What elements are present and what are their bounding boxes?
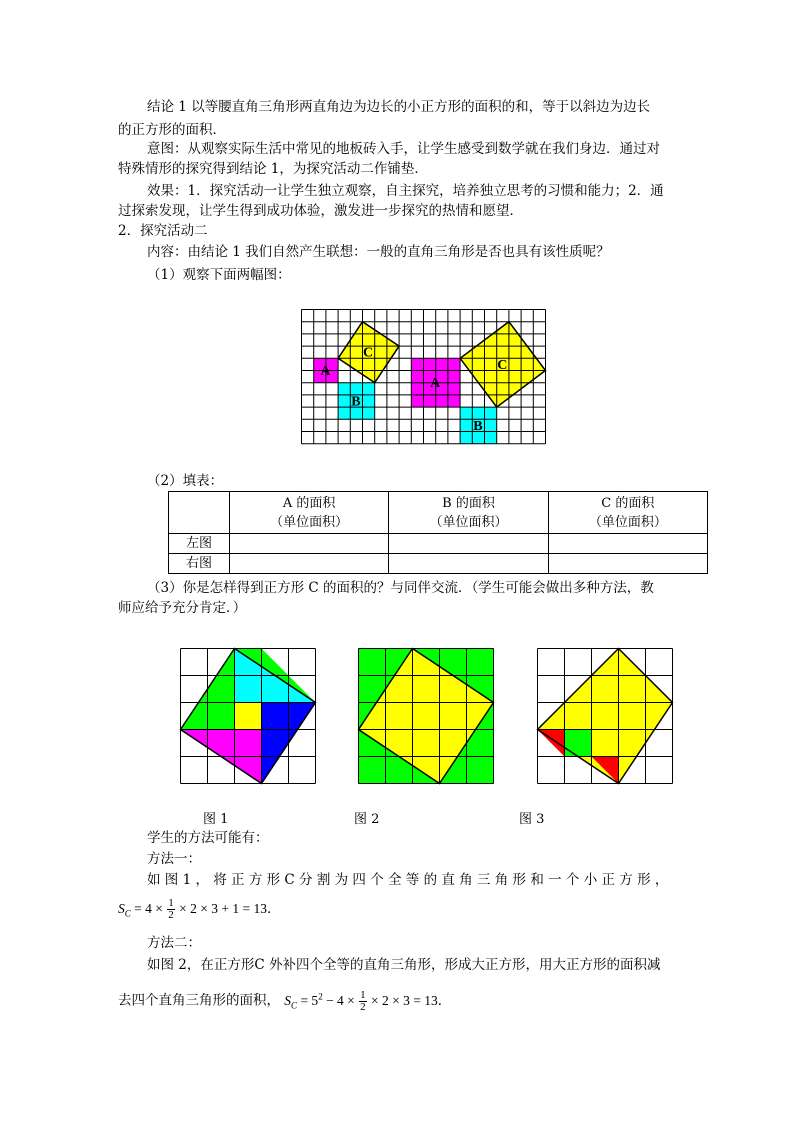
label-c-left: C <box>363 345 374 361</box>
table-header-a: A 的面积 （单位面积） <box>230 492 389 534</box>
intent-line-1: 意图：从观察实际生活中常见的地板砖入手，让学生感受到数学就在我们身边．通过对 <box>147 141 660 157</box>
table-row-label-left: 左图 <box>169 534 230 554</box>
table-cell[interactable] <box>389 534 548 554</box>
table-cell[interactable] <box>389 554 548 574</box>
intent-line-2: 特殊情形的探究得到结论 1，为探究活动二作铺垫． <box>118 161 428 177</box>
label-b-left: B <box>351 394 361 410</box>
method-2-text-line-1: 如图 2，在正方形C 外补四个全等的直角三角形，形成大正方形，用大正方形的面积减 <box>147 957 661 973</box>
figure-2-caption: 图 2 <box>354 812 380 827</box>
figure-2 <box>358 648 495 785</box>
table-header-b: B 的面积 （单位面积） <box>389 492 548 534</box>
formula-2: $S_C = 5^2 - 4$ × $\frac{1}{2}$ × 2 × 3 = 13． <box>284 988 452 1013</box>
label-b-right: B <box>473 418 483 434</box>
fig3-red-triangle-1 <box>538 730 565 757</box>
conclusion-1-line-2: 的正方形的面积． <box>118 122 226 138</box>
content-line: 内容：由结论 1 我们自然产生联想：一般的直角三角形是否也具有该性质呢？ <box>147 244 610 260</box>
fig1-yellow-square <box>235 703 262 730</box>
label-c-right: C <box>497 357 508 373</box>
method-1-title: 方法一： <box>147 851 201 867</box>
effect-line-2: 过探索发现，让学生得到成功体验，激发进一步探究的热情和愿望． <box>118 203 523 219</box>
table-cell[interactable] <box>230 554 389 574</box>
method-2-title: 方法二： <box>147 935 201 951</box>
label-a-right: A <box>430 376 441 392</box>
grid-lines <box>302 310 546 444</box>
table-cell[interactable] <box>548 554 707 574</box>
figure-1-caption: 图 1 <box>203 812 229 827</box>
table-cell[interactable] <box>548 534 707 554</box>
fill-table <box>168 491 708 574</box>
method-2-text-line-2: 去四个直角三角形的面积， $S_C = 5^2 - 4$ × $\frac{1}{2}$ × 2 × 3 = 13． <box>118 988 452 1013</box>
table-corner-cell <box>169 492 230 534</box>
table-cell[interactable] <box>230 534 389 554</box>
methods-intro: 学生的方法可能有： <box>147 830 269 846</box>
figure-3-caption: 图 3 <box>519 812 545 827</box>
figure-3 <box>537 648 674 785</box>
section-2-heading: 2．探究活动二 <box>118 223 208 239</box>
figure-1 <box>180 648 317 785</box>
label-a-left: A <box>320 364 331 379</box>
step-2-line: （2）填表： <box>147 473 224 489</box>
grid-figure <box>301 309 547 453</box>
formula-1: $S_C = 4$ × $\frac{1}{2}$ × 2 × 3 + 1 = 13． <box>118 897 281 922</box>
table-header-c: C 的面积 （单位面积） <box>548 492 707 534</box>
fig3-green-square <box>565 730 592 757</box>
conclusion-1-line-1: 结论 1 以等腰直角三角形两直角边为边长的小正方形的面积的和，等于以斜边为边长 <box>147 99 651 115</box>
step-3-line-1: （3）你是怎样得到正方形 C 的面积的？与同伴交流．（学生可能会做出多种方法，教 <box>147 580 654 596</box>
effect-line-1: 效果：1．探究活动一让学生独立观察，自主探究，培养独立思考的习惯和能力；2．通 <box>147 183 664 199</box>
step-1-line: （1）观察下面两幅图： <box>147 267 291 283</box>
method-1-text: 如 图 1 ， 将 正 方 形 C 分 割 为 四 个 全 等 的 直 角 三 角 形 和 一 个 小 正 方 形 ， <box>147 872 669 888</box>
table-row-label-right: 右图 <box>169 554 230 574</box>
step-3-line-2: 师应给予充分肯定．） <box>118 600 247 616</box>
fig3-red-triangle-2 <box>592 757 619 784</box>
